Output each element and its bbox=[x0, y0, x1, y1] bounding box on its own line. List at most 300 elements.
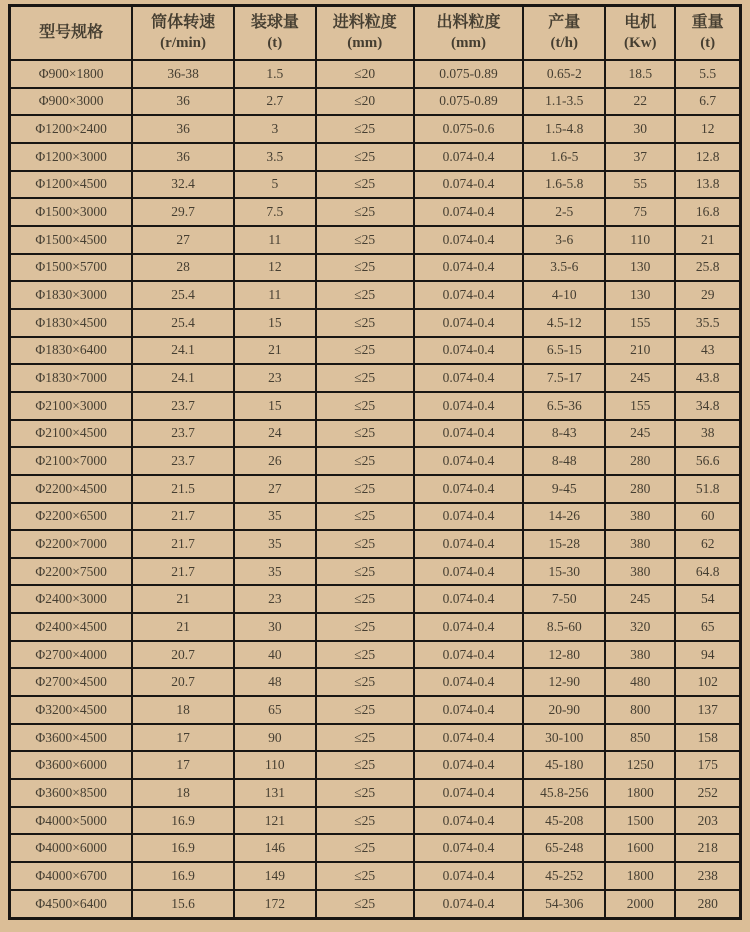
table-cell: ≤25 bbox=[316, 862, 414, 890]
table-cell: 29.7 bbox=[132, 198, 234, 226]
table-row bbox=[10, 171, 741, 199]
table-cell: 121 bbox=[234, 807, 316, 835]
table-row bbox=[10, 641, 741, 669]
table-cell: ≤25 bbox=[316, 807, 414, 835]
table-row bbox=[10, 779, 741, 807]
table-cell: 51.8 bbox=[675, 475, 740, 503]
table-cell: 110 bbox=[605, 226, 675, 254]
table-cell: 17 bbox=[132, 751, 234, 779]
table-cell: 7.5 bbox=[234, 198, 316, 226]
table-cell: ≤25 bbox=[316, 779, 414, 807]
table-cell: ≤25 bbox=[316, 198, 414, 226]
model-cell: Φ4000×5000 bbox=[10, 807, 133, 835]
model-cell: Φ3600×6000 bbox=[10, 751, 133, 779]
table-cell: 21.5 bbox=[132, 475, 234, 503]
table-cell: 0.074-0.4 bbox=[414, 475, 524, 503]
table-cell: ≤25 bbox=[316, 530, 414, 558]
table-cell: 210 bbox=[605, 337, 675, 365]
model-cell: Φ1830×4500 bbox=[10, 309, 133, 337]
column-header bbox=[234, 6, 316, 61]
column-header bbox=[132, 6, 234, 61]
table-cell: 24.1 bbox=[132, 337, 234, 365]
table-cell: 20.7 bbox=[132, 668, 234, 696]
table-cell: 11 bbox=[234, 281, 316, 309]
table-cell: 25.4 bbox=[132, 281, 234, 309]
ball-mill-spec-table bbox=[8, 4, 742, 920]
table-row bbox=[10, 890, 741, 919]
table-cell: 43.8 bbox=[675, 364, 740, 392]
column-header-unit: (t/h) bbox=[550, 34, 579, 51]
table-row bbox=[10, 281, 741, 309]
table-body bbox=[10, 60, 741, 919]
table-cell: 158 bbox=[675, 724, 740, 752]
table-cell: 0.074-0.4 bbox=[414, 447, 524, 475]
model-cell: Φ2200×4500 bbox=[10, 475, 133, 503]
table-cell: 11 bbox=[234, 226, 316, 254]
table-cell: 7.5-17 bbox=[523, 364, 605, 392]
table-cell: 0.074-0.4 bbox=[414, 807, 524, 835]
table-cell: 0.074-0.4 bbox=[414, 392, 524, 420]
table-cell: 65-248 bbox=[523, 834, 605, 862]
table-cell: 26 bbox=[234, 447, 316, 475]
table-cell: 2-5 bbox=[523, 198, 605, 226]
column-header bbox=[523, 6, 605, 61]
column-header-label: 产量 bbox=[548, 13, 581, 31]
table-cell: 238 bbox=[675, 862, 740, 890]
table-cell: 8-48 bbox=[523, 447, 605, 475]
table-cell: 16.9 bbox=[132, 807, 234, 835]
table-row bbox=[10, 143, 741, 171]
table-cell: 480 bbox=[605, 668, 675, 696]
table-cell: 0.074-0.4 bbox=[414, 585, 524, 613]
model-cell: Φ900×3000 bbox=[10, 88, 133, 116]
table-row bbox=[10, 226, 741, 254]
table-cell: 0.074-0.4 bbox=[414, 862, 524, 890]
table-cell: 149 bbox=[234, 862, 316, 890]
model-cell: Φ4000×6700 bbox=[10, 862, 133, 890]
table-cell: 64.8 bbox=[675, 558, 740, 586]
table-cell: 56.6 bbox=[675, 447, 740, 475]
table-cell: 245 bbox=[605, 420, 675, 448]
model-cell: Φ2700×4000 bbox=[10, 641, 133, 669]
table-row bbox=[10, 613, 741, 641]
table-cell: ≤25 bbox=[316, 281, 414, 309]
column-header-unit: (r/min) bbox=[160, 34, 206, 51]
table-cell: 1.1-3.5 bbox=[523, 88, 605, 116]
table-row bbox=[10, 558, 741, 586]
model-cell: Φ2700×4500 bbox=[10, 668, 133, 696]
table-cell: 1.6-5 bbox=[523, 143, 605, 171]
table-cell: 6.5-36 bbox=[523, 392, 605, 420]
table-cell: 12-80 bbox=[523, 641, 605, 669]
table-cell: 5 bbox=[234, 171, 316, 199]
table-cell: 24.1 bbox=[132, 364, 234, 392]
column-header-unit: (t) bbox=[267, 34, 283, 51]
table-cell: 8.5-60 bbox=[523, 613, 605, 641]
table-cell: 15.6 bbox=[132, 890, 234, 919]
table-cell: 23 bbox=[234, 364, 316, 392]
table-cell: 18 bbox=[132, 696, 234, 724]
table-cell: ≤25 bbox=[316, 668, 414, 696]
table-cell: ≤25 bbox=[316, 420, 414, 448]
table-cell: 36 bbox=[132, 88, 234, 116]
table-row bbox=[10, 475, 741, 503]
table-cell: 0.074-0.4 bbox=[414, 724, 524, 752]
table-cell: 15-30 bbox=[523, 558, 605, 586]
table-cell: 21.7 bbox=[132, 558, 234, 586]
table-cell: 0.074-0.4 bbox=[414, 143, 524, 171]
table-cell: 12 bbox=[234, 254, 316, 282]
table-cell: 21 bbox=[675, 226, 740, 254]
model-cell: Φ2400×3000 bbox=[10, 585, 133, 613]
table-cell: 0.074-0.4 bbox=[414, 503, 524, 531]
model-cell: Φ1830×6400 bbox=[10, 337, 133, 365]
table-cell: 2000 bbox=[605, 890, 675, 919]
table-cell: 0.074-0.4 bbox=[414, 254, 524, 282]
table-cell: 2.7 bbox=[234, 88, 316, 116]
table-cell: 35 bbox=[234, 503, 316, 531]
table-cell: 94 bbox=[675, 641, 740, 669]
model-cell: Φ4000×6000 bbox=[10, 834, 133, 862]
table-cell: 110 bbox=[234, 751, 316, 779]
table-cell: 1600 bbox=[605, 834, 675, 862]
model-cell: Φ1200×3000 bbox=[10, 143, 133, 171]
column-header bbox=[10, 6, 133, 61]
column-header-unit: (Kw) bbox=[624, 34, 657, 51]
table-cell: 20.7 bbox=[132, 641, 234, 669]
table-cell: 55 bbox=[605, 171, 675, 199]
table-cell: 280 bbox=[675, 890, 740, 919]
table-cell: 1.5 bbox=[234, 60, 316, 88]
table-cell: ≤25 bbox=[316, 254, 414, 282]
table-cell: 0.074-0.4 bbox=[414, 779, 524, 807]
table-cell: ≤25 bbox=[316, 834, 414, 862]
table-cell: 23.7 bbox=[132, 420, 234, 448]
table-cell: 23 bbox=[234, 585, 316, 613]
table-cell: 380 bbox=[605, 558, 675, 586]
table-cell: 0.074-0.4 bbox=[414, 751, 524, 779]
table-cell: ≤25 bbox=[316, 143, 414, 171]
table-cell: 8-43 bbox=[523, 420, 605, 448]
table-cell: ≤20 bbox=[316, 88, 414, 116]
table-row bbox=[10, 254, 741, 282]
table-cell: 23.7 bbox=[132, 392, 234, 420]
table-cell: 175 bbox=[675, 751, 740, 779]
table-row bbox=[10, 751, 741, 779]
table-cell: 0.074-0.4 bbox=[414, 171, 524, 199]
table-cell: 18 bbox=[132, 779, 234, 807]
table-row bbox=[10, 668, 741, 696]
table-cell: 3 bbox=[234, 115, 316, 143]
column-header-label: 进料粒度 bbox=[332, 13, 397, 31]
table-cell: 15 bbox=[234, 392, 316, 420]
column-header bbox=[414, 6, 524, 61]
model-cell: Φ1830×3000 bbox=[10, 281, 133, 309]
table-cell: 17 bbox=[132, 724, 234, 752]
table-cell: 0.65-2 bbox=[523, 60, 605, 88]
table-cell: ≤25 bbox=[316, 364, 414, 392]
table-cell: 30-100 bbox=[523, 724, 605, 752]
table-row bbox=[10, 392, 741, 420]
table-cell: 155 bbox=[605, 309, 675, 337]
table-row bbox=[10, 724, 741, 752]
model-cell: Φ4500×6400 bbox=[10, 890, 133, 919]
table-cell: 38 bbox=[675, 420, 740, 448]
table-row bbox=[10, 447, 741, 475]
table-row bbox=[10, 807, 741, 835]
table-cell: 54-306 bbox=[523, 890, 605, 919]
table-cell: 21.7 bbox=[132, 530, 234, 558]
table-row bbox=[10, 88, 741, 116]
table-cell: 0.074-0.4 bbox=[414, 668, 524, 696]
table-cell: 29 bbox=[675, 281, 740, 309]
column-header-label: 型号规格 bbox=[39, 23, 104, 41]
table-cell: 6.5-15 bbox=[523, 337, 605, 365]
table-cell: 218 bbox=[675, 834, 740, 862]
table-cell: 131 bbox=[234, 779, 316, 807]
table-cell: 0.074-0.4 bbox=[414, 558, 524, 586]
table-row bbox=[10, 115, 741, 143]
table-cell: 0.074-0.4 bbox=[414, 530, 524, 558]
table-cell: 15 bbox=[234, 309, 316, 337]
table-cell: 21 bbox=[132, 613, 234, 641]
table-cell: 0.074-0.4 bbox=[414, 696, 524, 724]
table-cell: 15-28 bbox=[523, 530, 605, 558]
table-cell: ≤25 bbox=[316, 558, 414, 586]
table-row bbox=[10, 530, 741, 558]
model-cell: Φ3600×8500 bbox=[10, 779, 133, 807]
table-cell: ≤25 bbox=[316, 890, 414, 919]
table-cell: 35.5 bbox=[675, 309, 740, 337]
table-cell: 0.074-0.4 bbox=[414, 890, 524, 919]
table-cell: ≤25 bbox=[316, 696, 414, 724]
table-cell: ≤25 bbox=[316, 226, 414, 254]
table-cell: 0.074-0.4 bbox=[414, 337, 524, 365]
table-cell: 22 bbox=[605, 88, 675, 116]
table-cell: 13.8 bbox=[675, 171, 740, 199]
table-cell: 130 bbox=[605, 281, 675, 309]
table-cell: 245 bbox=[605, 364, 675, 392]
table-cell: 30 bbox=[234, 613, 316, 641]
table-cell: 40 bbox=[234, 641, 316, 669]
model-cell: Φ2200×7500 bbox=[10, 558, 133, 586]
table-cell: ≤25 bbox=[316, 171, 414, 199]
table-cell: 48 bbox=[234, 668, 316, 696]
table-cell: 54 bbox=[675, 585, 740, 613]
column-header bbox=[675, 6, 740, 61]
table-cell: 16.9 bbox=[132, 862, 234, 890]
table-cell: 43 bbox=[675, 337, 740, 365]
table-cell: 9-45 bbox=[523, 475, 605, 503]
table-row bbox=[10, 364, 741, 392]
table-cell: 320 bbox=[605, 613, 675, 641]
table-cell: 25.8 bbox=[675, 254, 740, 282]
table-cell: 14-26 bbox=[523, 503, 605, 531]
table-row bbox=[10, 862, 741, 890]
table-cell: 12 bbox=[675, 115, 740, 143]
table-cell: 1800 bbox=[605, 779, 675, 807]
table-cell: 0.074-0.4 bbox=[414, 226, 524, 254]
table-cell: 45-208 bbox=[523, 807, 605, 835]
table-cell: 36 bbox=[132, 143, 234, 171]
table-cell: ≤25 bbox=[316, 503, 414, 531]
table-cell: 75 bbox=[605, 198, 675, 226]
model-cell: Φ1500×3000 bbox=[10, 198, 133, 226]
table-cell: 5.5 bbox=[675, 60, 740, 88]
table-cell: 0.074-0.4 bbox=[414, 834, 524, 862]
table-cell: 45-252 bbox=[523, 862, 605, 890]
table-row bbox=[10, 60, 741, 88]
table-cell: 0.074-0.4 bbox=[414, 613, 524, 641]
table-cell: 280 bbox=[605, 475, 675, 503]
table-cell: 7-50 bbox=[523, 585, 605, 613]
table-cell: 60 bbox=[675, 503, 740, 531]
model-cell: Φ1500×4500 bbox=[10, 226, 133, 254]
model-cell: Φ2100×7000 bbox=[10, 447, 133, 475]
table-cell: ≤25 bbox=[316, 613, 414, 641]
column-header-unit: (mm) bbox=[451, 34, 487, 51]
table-cell: 137 bbox=[675, 696, 740, 724]
table-cell: 21 bbox=[234, 337, 316, 365]
table-cell: ≤25 bbox=[316, 309, 414, 337]
table-cell: 21 bbox=[132, 585, 234, 613]
column-header-unit: (t) bbox=[700, 34, 716, 51]
table-cell: 45-180 bbox=[523, 751, 605, 779]
table-cell: ≤25 bbox=[316, 115, 414, 143]
table-cell: 27 bbox=[234, 475, 316, 503]
table-cell: 36 bbox=[132, 115, 234, 143]
column-header bbox=[316, 6, 414, 61]
table-cell: 30 bbox=[605, 115, 675, 143]
table-cell: 3.5-6 bbox=[523, 254, 605, 282]
table-cell: 172 bbox=[234, 890, 316, 919]
table-cell: 130 bbox=[605, 254, 675, 282]
column-header-label: 电机 bbox=[624, 13, 657, 31]
table-cell: 62 bbox=[675, 530, 740, 558]
table-cell: 155 bbox=[605, 392, 675, 420]
header-row bbox=[10, 6, 741, 61]
table-cell: ≤25 bbox=[316, 475, 414, 503]
model-cell: Φ3200×4500 bbox=[10, 696, 133, 724]
table-cell: ≤25 bbox=[316, 337, 414, 365]
table-cell: ≤25 bbox=[316, 751, 414, 779]
table-cell: 0.075-0.89 bbox=[414, 60, 524, 88]
table-cell: 36-38 bbox=[132, 60, 234, 88]
model-cell: Φ2100×4500 bbox=[10, 420, 133, 448]
table-cell: 0.074-0.4 bbox=[414, 281, 524, 309]
table-cell: 0.074-0.4 bbox=[414, 641, 524, 669]
model-cell: Φ2400×4500 bbox=[10, 613, 133, 641]
table-cell: 252 bbox=[675, 779, 740, 807]
table-cell: 16.9 bbox=[132, 834, 234, 862]
table-cell: ≤25 bbox=[316, 724, 414, 752]
table-cell: 35 bbox=[234, 558, 316, 586]
table-cell: 37 bbox=[605, 143, 675, 171]
table-cell: ≤25 bbox=[316, 585, 414, 613]
model-cell: Φ1200×4500 bbox=[10, 171, 133, 199]
table-cell: 0.074-0.4 bbox=[414, 198, 524, 226]
table-cell: 203 bbox=[675, 807, 740, 835]
table-cell: 0.075-0.89 bbox=[414, 88, 524, 116]
model-cell: Φ2200×6500 bbox=[10, 503, 133, 531]
table-row bbox=[10, 834, 741, 862]
table-cell: 35 bbox=[234, 530, 316, 558]
table-cell: 3-6 bbox=[523, 226, 605, 254]
table-cell: 380 bbox=[605, 641, 675, 669]
table-row bbox=[10, 696, 741, 724]
table-cell: 34.8 bbox=[675, 392, 740, 420]
table-cell: 0.075-0.6 bbox=[414, 115, 524, 143]
table-cell: 16.8 bbox=[675, 198, 740, 226]
table-cell: 1250 bbox=[605, 751, 675, 779]
table-cell: 280 bbox=[605, 447, 675, 475]
table-cell: ≤25 bbox=[316, 641, 414, 669]
table-cell: 28 bbox=[132, 254, 234, 282]
column-header-label: 筒体转速 bbox=[151, 13, 216, 31]
table-cell: 1.5-4.8 bbox=[523, 115, 605, 143]
table-cell: 45.8-256 bbox=[523, 779, 605, 807]
model-cell: Φ1200×2400 bbox=[10, 115, 133, 143]
column-header-unit: (mm) bbox=[347, 34, 383, 51]
table-cell: ≤25 bbox=[316, 392, 414, 420]
column-header bbox=[605, 6, 675, 61]
table-cell: 65 bbox=[675, 613, 740, 641]
table-cell: 24 bbox=[234, 420, 316, 448]
table-cell: 850 bbox=[605, 724, 675, 752]
table-cell: 380 bbox=[605, 503, 675, 531]
model-cell: Φ2100×3000 bbox=[10, 392, 133, 420]
table-row bbox=[10, 503, 741, 531]
table-cell: 6.7 bbox=[675, 88, 740, 116]
table-row bbox=[10, 585, 741, 613]
table-cell: 3.5 bbox=[234, 143, 316, 171]
table-cell: 380 bbox=[605, 530, 675, 558]
table-cell: 1.6-5.8 bbox=[523, 171, 605, 199]
table-cell: 27 bbox=[132, 226, 234, 254]
table-cell: 12.8 bbox=[675, 143, 740, 171]
table-cell: 90 bbox=[234, 724, 316, 752]
table-cell: 18.5 bbox=[605, 60, 675, 88]
table-cell: 0.074-0.4 bbox=[414, 309, 524, 337]
table-cell: 4.5-12 bbox=[523, 309, 605, 337]
table-cell: 65 bbox=[234, 696, 316, 724]
column-header-label: 出料粒度 bbox=[436, 13, 501, 31]
table-cell: 20-90 bbox=[523, 696, 605, 724]
table-row bbox=[10, 198, 741, 226]
table-cell: 146 bbox=[234, 834, 316, 862]
table-cell: 1800 bbox=[605, 862, 675, 890]
table-row bbox=[10, 420, 741, 448]
model-cell: Φ900×1800 bbox=[10, 60, 133, 88]
table-cell: 23.7 bbox=[132, 447, 234, 475]
table-row bbox=[10, 337, 741, 365]
table-cell: 25.4 bbox=[132, 309, 234, 337]
table-cell: 0.074-0.4 bbox=[414, 420, 524, 448]
table-cell: 245 bbox=[605, 585, 675, 613]
table-cell: ≤20 bbox=[316, 60, 414, 88]
table-cell: ≤25 bbox=[316, 447, 414, 475]
model-cell: Φ3600×4500 bbox=[10, 724, 133, 752]
table-cell: 1500 bbox=[605, 807, 675, 835]
table-cell: 32.4 bbox=[132, 171, 234, 199]
table-row bbox=[10, 309, 741, 337]
column-header-label: 重量 bbox=[691, 13, 724, 31]
table-cell: 4-10 bbox=[523, 281, 605, 309]
table-cell: 0.074-0.4 bbox=[414, 364, 524, 392]
table-cell: 12-90 bbox=[523, 668, 605, 696]
table-cell: 800 bbox=[605, 696, 675, 724]
model-cell: Φ2200×7000 bbox=[10, 530, 133, 558]
